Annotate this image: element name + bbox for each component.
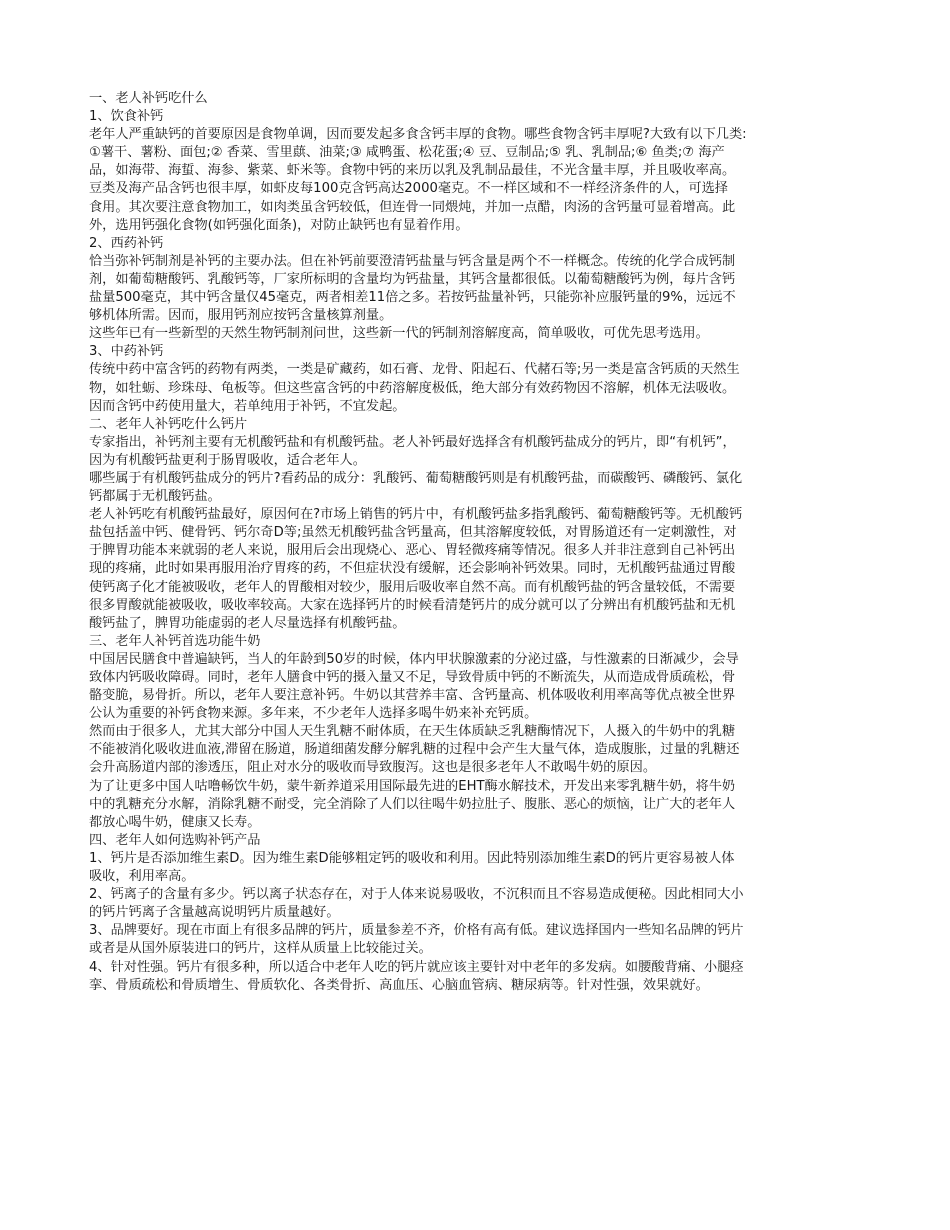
text-line: 二、老年人补钙吃什么钙片 bbox=[89, 416, 248, 432]
text-line: 四、老年人如何选购补钙产品 bbox=[89, 832, 261, 848]
text-line: 2、西药补钙 bbox=[89, 235, 164, 251]
text-line: 1、钙片是否添加维生素D。因为维生素D能够粗定钙的吸收和利用。因此特别添加维生素D的钙片更容易被人体 bbox=[89, 850, 735, 866]
text-line: 哪些属于有机酸钙盐成分的钙片?看药品的成分：乳酸钙、葡萄糖酸钙则是有机酸钙盐，而碳酸钙、磷酸钙、氯化 bbox=[89, 470, 743, 486]
text-line: 公认为重要的补钙食物来源。多年来，不少老年人选择多喝牛奶来补充钙质。 bbox=[89, 706, 538, 722]
text-line: 4、针对性强。钙片有很多种，所以适合中老年人吃的钙片就应该主要针对中老年的多发病。如腰酸背痛、小腿痉 bbox=[89, 959, 744, 975]
text-line: 剂，如葡萄糖酸钙、乳酸钙等，厂家所标明的含量均为钙盐量，其钙含量都很低。以葡萄糖酸钙为例，每片含钙 bbox=[89, 271, 736, 287]
text-line: 1、饮食补钙 bbox=[89, 109, 164, 125]
text-line: 不能被消化吸收进血液,滞留在肠道，肠道细菌发酵分解乳糖的过程中会产生大量气体，造成腹胀，过量的乳糖还 bbox=[89, 742, 740, 758]
text-line: 3、品牌要好。现在市面上有很多品牌的钙片，质量参差不齐，价格有高有低。建议选择国内一些知名品牌的钙片 bbox=[89, 923, 744, 939]
text-line: 现的疼痛，此时如果再服用治疗胃疼的药，不但症状没有缓解，还会影响补钙效果。同时，无机酸钙盐通过胃酸 bbox=[89, 561, 736, 577]
text-line: 盐包括盖中钙、健骨钙、钙尔奇D等;虽然无机酸钙盐含钙量高，但其溶解度较低，对胃肠道还有一定刺激性，对 bbox=[89, 525, 737, 541]
text-line: 于脾胃功能本来就弱的老人来说，服用后会出现烧心、恶心、胃轻微疼痛等情况。很多人并非注意到自己补钙出 bbox=[89, 543, 736, 559]
text-line: 传统中药中富含钙的药物有两类，一类是矿藏药，如石膏、龙骨、阳起石、代赭石等;另一类是富含钙质的天然生 bbox=[89, 362, 740, 378]
text-line: 三、老年人补钙首选功能牛奶 bbox=[89, 633, 261, 649]
text-line: 食用。其次要注意食物加工，如肉类虽含钙较低，但连骨一同煨炖，并加一点醋，肉汤的含钙量可显着增高。此 bbox=[89, 199, 736, 215]
text-line: 豆类及海产品含钙也很丰厚，如虾皮每100克含钙高达2000毫克。不一样区域和不一样经济条件的人，可选择 bbox=[89, 181, 728, 197]
text-line: 骼变脆，易骨折。所以，老年人要注意补钙。牛奶以其营养丰富、含钙量高、机体吸收利用率高等优点被全世界 bbox=[89, 688, 736, 704]
text-line: 物，如牡蛎、珍珠母、龟板等。但这些富含钙的中药溶解度极低，绝大部分有效药物因不溶解，机体无法吸收。 bbox=[89, 380, 736, 396]
text-line: 会升高肠道内部的渗透压，阻止对水分的吸收而导致腹泻。这也是很多老年人不敢喝牛奶的原因。 bbox=[89, 760, 657, 776]
text-line: 盐量500毫克，其中钙含量仅45毫克，两者相差11倍之多。若按钙盐量补钙，只能弥补应服钙量的9%，远远不 bbox=[89, 290, 736, 306]
text-line: 2、钙离子的含量有多少。钙以离子状态存在，对于人体来说易吸收，不沉积而且不容易造成便秘。因此相同大小 bbox=[89, 887, 744, 903]
text-line: 专家指出，补钙剂主要有无机酸钙盐和有机酸钙盐。老人补钙最好选择含有机酸钙盐成分的钙片，即“有机钙”， bbox=[89, 434, 736, 450]
text-line: 的钙片钙离子含量越高说明钙片质量越好。 bbox=[89, 905, 340, 921]
text-line: 然而由于很多人，尤其大部分中国人天生乳糖不耐体质，在天生体质缺乏乳糖酶情况下，人摄入的牛奶中的乳糖 bbox=[89, 724, 736, 740]
text-line: 很多胃酸就能被吸收，吸收率较高。大家在选择钙片的时候看清楚钙片的成分就可以了分辨出有机酸钙盐和无机 bbox=[89, 597, 736, 613]
text-line: 或者是从国外原装进口的钙片，这样从质量上比较能过关。 bbox=[89, 941, 432, 957]
text-line: 因为有机酸钙盐更利于肠胃吸收，适合老年人。 bbox=[89, 452, 366, 468]
document-body bbox=[89, 90, 865, 995]
text-line: 为了让更多中国人咕噜畅饮牛奶，蒙牛新养道采用国际最先进的EHT酶水解技术，开发出来零乳糖牛奶，将牛奶 bbox=[89, 778, 736, 794]
text-line: 品，如海带、海蜇、海参、紫菜、虾米等。食物中钙的来历以乳及乳制品最佳，不光含量丰厚，并且吸收率高。 bbox=[89, 163, 736, 179]
text-line: 因而含钙中药使用量大，若单纯用于补钙，不宜发起。 bbox=[89, 398, 406, 414]
text-line: 酸钙盐了，脾胃功能虚弱的老人尽量选择有机酸钙盐。 bbox=[89, 615, 406, 631]
text-line: 致体内钙吸收障碍。同时，老年人膳食中钙的摄入量又不足，导致骨质中钙的不断流失，从而造成骨质疏松，骨 bbox=[89, 670, 736, 685]
text-line: 一、老人补钙吃什么 bbox=[89, 91, 208, 106]
text-line: 恰当弥补钙制剂是补钙的主要办法。但在补钙前要澄清钙盐量与钙含量是两个不一样概念。传统的化学合成钙制 bbox=[89, 253, 736, 269]
text-line: 都放心喝牛奶，健康又长寿。 bbox=[89, 814, 261, 830]
text-line: 中国居民膳食中普遍缺钙，当人的年龄到50岁的时候，体内甲状腺激素的分泌过盛，与性激素的日渐减少，会导 bbox=[89, 651, 739, 667]
text-line: 中的乳糖充分水解，消除乳糖不耐受，完全消除了人们以往喝牛奶拉肚子、腹胀、恶心的烦恼，让广大的老年人 bbox=[89, 796, 736, 812]
text-line: 钙都属于无机酸钙盐。 bbox=[89, 489, 221, 505]
text-line: 老年人严重缺钙的首要原因是食物单调，因而要发起多食含钙丰厚的食物。哪些食物含钙丰厚呢?大致有以下几类: bbox=[89, 127, 747, 143]
text-line: 3、中药补钙 bbox=[89, 344, 164, 360]
text-line: 够机体所需。因而，服用钙剂应按钙含量核算剂量。 bbox=[89, 308, 393, 324]
text-line: 挛、骨质疏松和骨质增生、骨质软化、各类骨折、高血压、心脑血管病、糖尿病等。针对性强，效果就好。 bbox=[89, 977, 709, 993]
text-line: 这些年已有一些新型的天然生物钙制剂问世，这些新一代的钙制剂溶解度高，简单吸收，可优先思考选用。 bbox=[89, 326, 709, 342]
text-line: 外，选用钙强化食物(如钙强化面条)，对防止缺钙也有显着作用。 bbox=[89, 217, 469, 233]
text-line: ①薯干、薯粉、面包;② 香菜、雪里蕻、油菜;③ 咸鸭蛋、松花蛋;④ 豆、豆制品;⑤ 乳、乳制品;⑥ 鱼类;⑦ 海产 bbox=[89, 145, 725, 161]
text-line: 吸收，利用率高。 bbox=[89, 869, 195, 885]
text-line: 老人补钙吃有机酸钙盐最好，原因何在?市场上销售的钙片中，有机酸钙盐多指乳酸钙、葡萄糖酸钙等。无机酸钙 bbox=[89, 507, 743, 523]
text-line: 使钙离子化才能被吸收，老年人的胃酸相对较少，服用后吸收率自然不高。而有机酸钙盐的钙含量较低，不需要 bbox=[89, 579, 736, 595]
